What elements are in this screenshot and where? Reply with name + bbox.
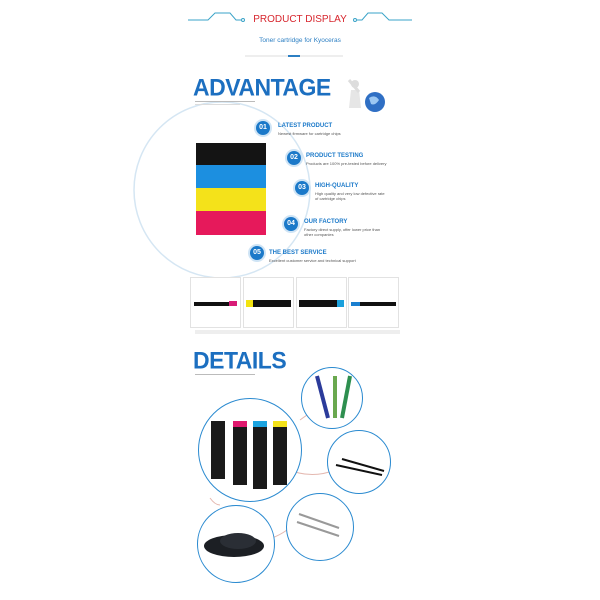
detail-drums-image [301, 367, 363, 429]
step-badge: 01 [256, 121, 270, 135]
step-badge: 05 [250, 246, 264, 260]
step-badge: 02 [287, 151, 301, 165]
item-title: LATEST PRODUCT [278, 123, 333, 129]
product-thumbnail[interactable] [348, 277, 399, 328]
section-subtitle: Toner cartridge for Kyoceras [259, 37, 341, 44]
detail-rollers-image [327, 430, 391, 494]
advantage-heading: ADVANTAGE [193, 73, 331, 101]
item-desc: Newest firmware for cartridge chips [278, 131, 341, 136]
item-desc: High quality and very low defective rate of cartridge chips [315, 191, 385, 201]
cartridge-stack-image [196, 143, 266, 235]
divider [195, 101, 255, 102]
product-thumbnail[interactable] [243, 277, 294, 328]
detail-blades-image [286, 493, 354, 561]
item-desc: Products are 100% pre-tested before delivery [306, 161, 387, 166]
item-title: PRODUCT TESTING [306, 153, 364, 159]
item-desc: Excellent customer service and technical support [269, 258, 356, 263]
divider [195, 104, 240, 105]
divider [195, 374, 255, 375]
item-desc: Factory direct supply, offer lower price than other companies [304, 227, 381, 237]
product-thumbnail[interactable] [296, 277, 347, 328]
person-globe-icon [345, 78, 387, 114]
item-title: HIGH-QUALITY [315, 183, 359, 189]
detail-toner-powder-image [197, 505, 275, 583]
product-thumbnail[interactable] [190, 277, 241, 328]
step-badge: 04 [284, 217, 298, 231]
item-title: THE BEST SERVICE [269, 250, 327, 256]
item-title: OUR FACTORY [304, 219, 348, 225]
details-heading: DETAILS [193, 346, 287, 374]
detail-cartridges-image [198, 398, 302, 502]
step-badge: 03 [295, 181, 309, 195]
section-title: PRODUCT DISPLAY [253, 14, 347, 25]
